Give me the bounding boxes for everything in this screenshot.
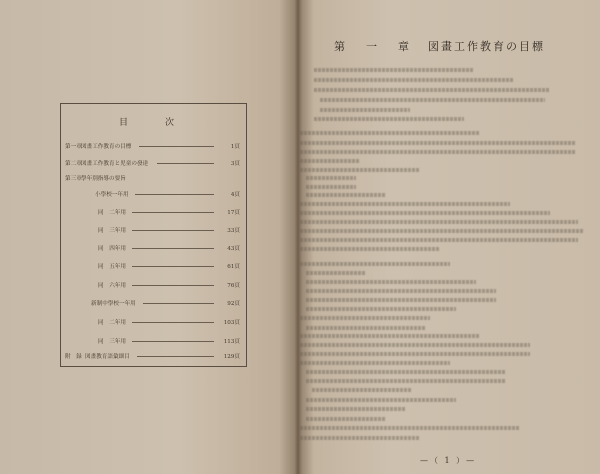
toc-entry-text: 同 四年用 <box>98 246 126 252</box>
toc-entry <box>61 226 246 238</box>
faded-text-line <box>300 436 420 440</box>
faded-text-line <box>306 417 386 421</box>
chapter-number: 第 一 章 <box>334 40 414 53</box>
toc-entry-text: 図畫教育語彙細目 <box>85 354 130 360</box>
toc-entry-text: 同 二年用 <box>98 320 126 326</box>
faded-text-line <box>320 108 410 112</box>
toc-leader <box>132 285 214 287</box>
toc-entry <box>61 190 246 202</box>
toc-entry-label: 第三章 <box>65 176 82 182</box>
toc-entry <box>61 337 246 349</box>
toc-leader <box>157 163 214 165</box>
faded-text-line <box>300 159 360 163</box>
toc-entry-text: 図畫工作教育と児童の發達 <box>81 161 149 167</box>
faded-text-line <box>300 361 450 365</box>
faded-text-line <box>300 352 530 356</box>
toc-leader <box>139 146 214 148</box>
faded-text-line <box>306 379 506 383</box>
faded-text-line <box>306 307 456 311</box>
toc-entry <box>61 244 246 256</box>
faded-text-line <box>306 176 356 180</box>
toc-entry-text: 學年別指導の要旨 <box>81 176 126 182</box>
faded-text-line <box>320 98 545 102</box>
toc-entry <box>61 352 246 364</box>
toc-entry-page: 129頁 <box>223 354 240 360</box>
toc-entry-page: 33頁 <box>227 228 240 234</box>
toc-entry-label: 第一章 <box>65 144 82 150</box>
toc-entry-label: 附 録 <box>65 354 82 360</box>
toc-leader <box>143 303 214 305</box>
toc-entry-text: 同 三年用 <box>98 228 126 234</box>
faded-text-line <box>306 326 426 330</box>
toc-entry-text: 図畫工作教育の目標 <box>81 144 132 150</box>
faded-text-line <box>300 211 550 215</box>
toc-entry-text: 新制中學校一年用 <box>91 301 136 307</box>
faded-text-line <box>300 334 480 338</box>
toc-entry-text: 同 二年用 <box>98 210 126 216</box>
toc-leader <box>135 194 214 196</box>
page-number: —（ 1 ）— <box>420 456 477 465</box>
toc-leader <box>137 356 214 358</box>
faded-text-line <box>300 343 530 347</box>
faded-text-line <box>306 298 496 302</box>
toc-entry <box>61 281 246 293</box>
faded-text-line <box>306 280 476 284</box>
toc-leader <box>132 341 214 343</box>
chapter-heading <box>334 38 545 54</box>
toc-entry <box>61 174 246 186</box>
toc-entry <box>61 142 246 154</box>
faded-text-line <box>306 370 506 374</box>
toc-entry-page: 61頁 <box>227 264 240 270</box>
toc-leader <box>132 212 214 214</box>
toc-leader <box>132 322 214 324</box>
toc-entry-text: 同 三年用 <box>98 339 126 345</box>
table-of-contents <box>60 103 247 367</box>
toc-entry-text: 同 五年用 <box>98 264 126 270</box>
faded-text-line <box>306 289 496 293</box>
faded-text-line <box>300 247 440 251</box>
toc-entry-page: 1頁 <box>230 144 240 150</box>
faded-text-line <box>300 141 575 145</box>
faded-text-line <box>300 202 510 206</box>
toc-entry <box>61 318 246 330</box>
faded-text-line <box>300 150 575 154</box>
faded-text-line <box>312 388 412 392</box>
faded-text-line <box>300 168 420 172</box>
toc-entry-page: 3頁 <box>230 161 240 167</box>
faded-text-line <box>306 398 456 402</box>
book-gutter <box>294 0 302 474</box>
faded-text-line <box>300 426 520 430</box>
faded-text-line <box>306 271 366 275</box>
toc-leader <box>132 266 214 268</box>
faded-text-line <box>314 78 514 82</box>
toc-entry <box>61 299 246 311</box>
faded-text-line <box>300 220 578 224</box>
toc-entry-label: 第二章 <box>65 161 82 167</box>
faded-text-line <box>314 117 464 121</box>
toc-entry <box>61 159 246 171</box>
toc-entry <box>61 262 246 274</box>
faded-text-line <box>300 238 578 242</box>
faded-text-line <box>314 88 549 92</box>
toc-leader <box>132 230 214 232</box>
faded-text-line <box>314 68 474 72</box>
faded-text-line <box>300 316 430 320</box>
toc-entry-page: 76頁 <box>227 283 240 289</box>
toc-entry-page: 43頁 <box>227 246 240 252</box>
toc-entry-text: 同 六年用 <box>98 283 126 289</box>
faded-text-line <box>306 185 356 189</box>
faded-text-line <box>306 407 406 411</box>
faded-text-line <box>300 229 584 233</box>
toc-entry-page: 103頁 <box>223 320 240 326</box>
faded-text-line <box>300 262 450 266</box>
toc-entry-page: 113頁 <box>223 339 240 345</box>
toc-entry-text: 小學校一年用 <box>95 192 129 198</box>
chapter-title: 図畫工作教育の目標 <box>428 40 545 53</box>
faded-text-line <box>300 131 480 135</box>
left-page <box>0 0 297 474</box>
toc-entry-page: 4頁 <box>230 192 240 198</box>
toc-entry <box>61 208 246 220</box>
toc-leader <box>132 248 214 250</box>
faded-text-line <box>306 193 386 197</box>
toc-entry-page: 17頁 <box>227 210 240 216</box>
toc-entry-page: 92頁 <box>227 301 240 307</box>
toc-title: 目 次 <box>118 118 188 128</box>
